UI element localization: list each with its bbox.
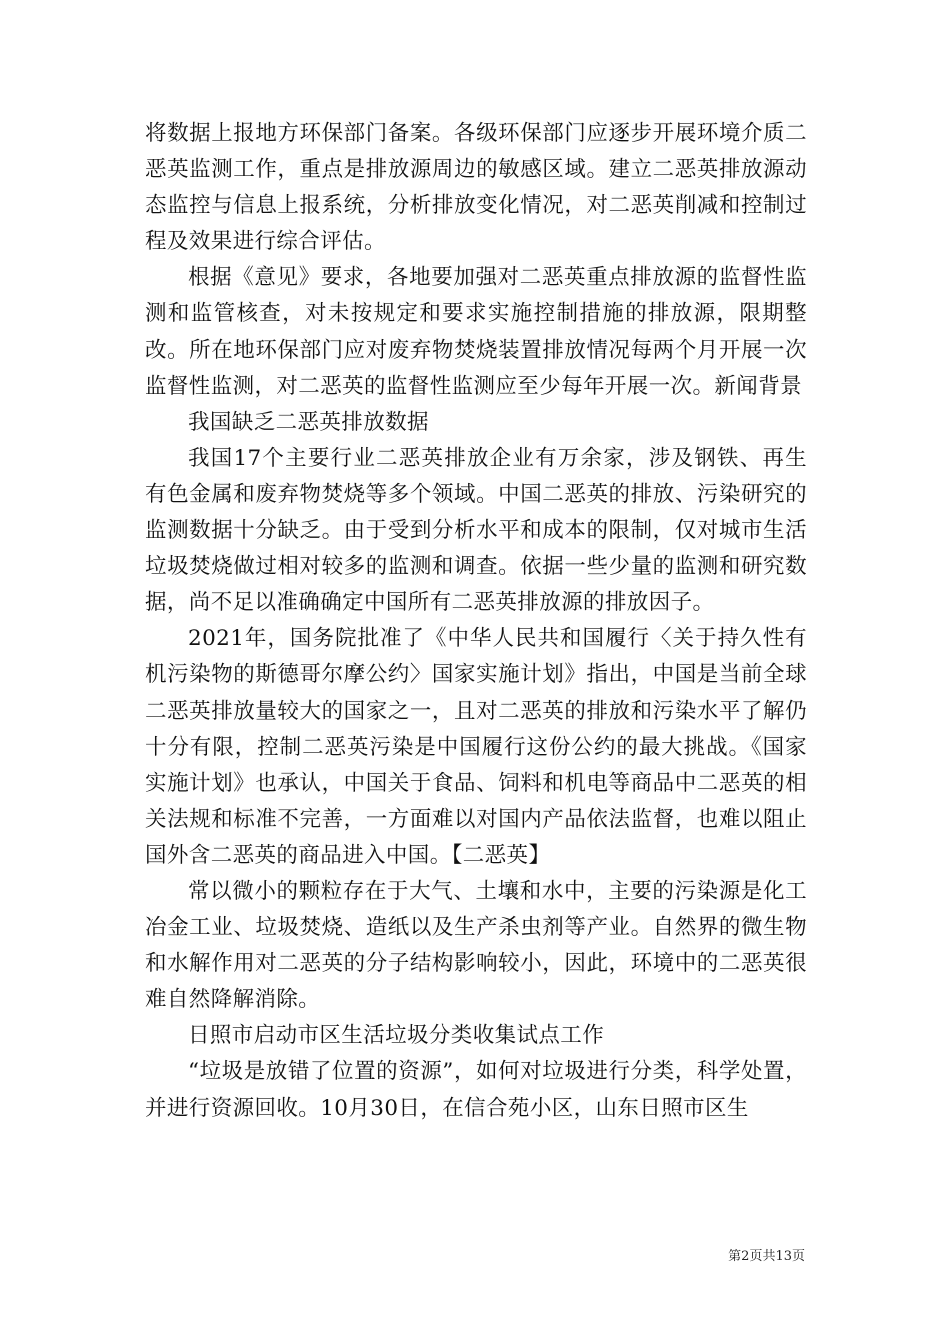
paragraph-3-heading: 我国缺乏二恶英排放数据	[188, 409, 429, 435]
paragraph-2: 根据《意见》要求，各地要加强对二恶英重点排放源的监督性监测和监管核查，对未按规定和要求实施控制措施的排放源，限期整改。所在地环保部门应对废弃物焚烧装置排放情况每两个月开展一次监督性监测，对二恶英的监督性监测应至少每年开展一次。新闻背景	[145, 265, 807, 399]
paragraph-8: “垃圾是放错了位置的资源”，如何对垃圾进行分类，科学处置，并进行资源回收。10月30日，在信合苑小区，山东日照市区生	[145, 1059, 807, 1121]
paragraph-1: 将数据上报地方环保部门备案。各级环保部门应逐步开展环境介质二恶英监测工作，重点是排放源周边的敏感区域。建立二恶英排放源动态监控与信息上报系统，分析排放变化情况，对二恶英削减和控制过程及效果进行综合评估。	[145, 121, 807, 255]
paragraph-4: 我国17个主要行业二恶英排放企业有万余家，涉及钢铁、再生有色金属和废弃物焚烧等多个领域。中国二恶英的排放、污染研究的监测数据十分缺乏。由于受到分析水平和成本的限制，仅对城市生活垃圾焚烧做过相对较多的监测和调查。依据一些少量的监测和研究数据，尚不足以准确确定中国所有二恶英排放源的排放因子。	[145, 445, 807, 616]
body-text	[145, 116, 807, 1127]
paragraph-6: 常以微小的颗粒存在于大气、土壤和水中，主要的污染源是化工冶金工业、垃圾焚烧、造纸以及生产杀虫剂等产业。自然界的微生物和水解作用对二恶英的分子结构影响较小，因此，环境中的二恶英很难自然降解消除。	[145, 878, 807, 1013]
paragraph-7-heading: 日照市启动市区生活垃圾分类收集试点工作	[188, 1023, 605, 1049]
page-number-footer: 第2页共13页	[728, 1249, 805, 1264]
paragraph-5: 2021年，国务院批准了《中华人民共和国履行〈关于持久性有机污染物的斯德哥尔摩公约〉国家实施计划》指出，中国是当前全球二恶英排放量较大的国家之一，且对二恶英的排放和污染水平了解仍十分有限，控制二恶英污染是中国履行这份公约的最大挑战。《国家实施计划》也承认，中国关于食品、饲料和机电等商品中二恶英的相关法规和标准不完善，一方面难以对国内产品依法监督，也难以阻止国外含二恶英的商品进入中国。【二恶英】	[145, 626, 807, 868]
